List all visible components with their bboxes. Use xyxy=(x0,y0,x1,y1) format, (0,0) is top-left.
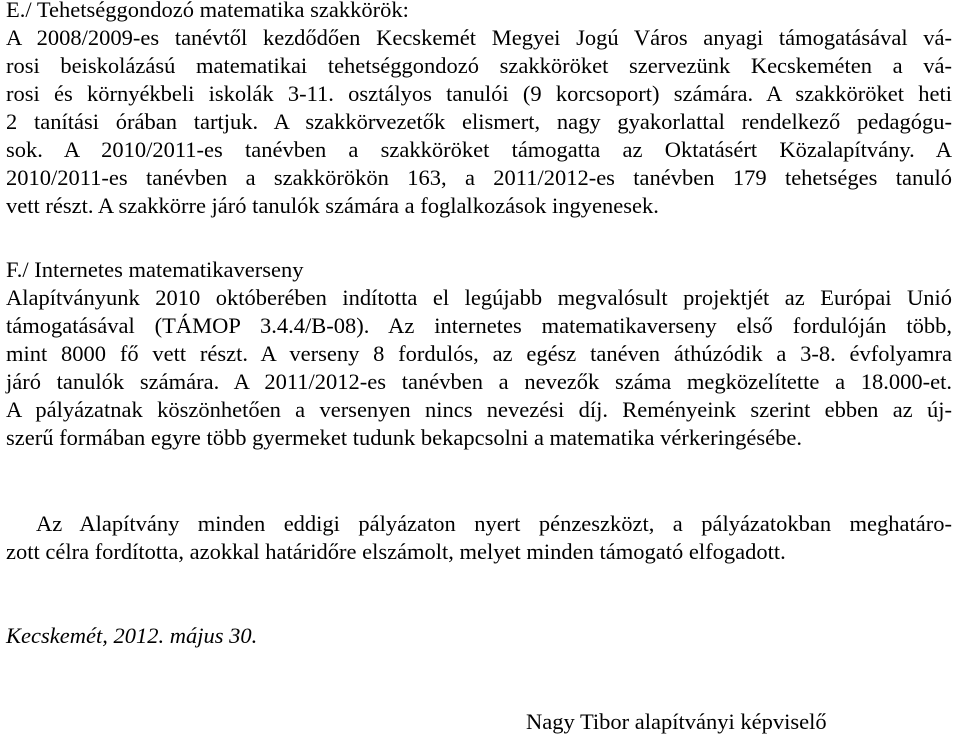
section-e-heading: E./ Tehetséggondozó matematika szakkörök: xyxy=(6,0,409,22)
closing-line-1: Az Alapítvány minden eddigi pályázaton nyert pénzeszközt, a pályázatokban meghatáro- xyxy=(36,511,952,536)
section-e-line-3: rosi és környékbeli iskolák 3-11. osztályos tanulói (9 korcsoport) számára. A szakköröket heti xyxy=(6,81,952,106)
closing-line-2: zott célra fordította, azokkal határidőre elszámolt, melyet minden támogató elfogadott. xyxy=(6,539,786,564)
section-f-line-6: szerű formában egyre több gyermeket tudunk bekapcsolni a matematika vérkeringésébe. xyxy=(6,425,802,450)
section-e-line-7: vett részt. A szakkörre járó tanulók számára a foglalkozások ingyenesek. xyxy=(6,193,659,218)
section-f-line-5: A pályázatnak köszönhetően a versenyen nincs nevezési díj. Reményeink szerint ebben az új- xyxy=(6,397,952,422)
section-f-line-2: támogatásával (TÁMOP 3.4.4/B-08). Az internetes matematikaverseny első fordulóján több, xyxy=(6,313,952,338)
place-date: Kecskemét, 2012. május 30. xyxy=(6,623,258,648)
section-e-line-6: 2010/2011-es tanévben a szakkörökön 163, a 2011/2012-es tanévben 179 tehetséges tanuló xyxy=(6,165,952,190)
section-e-line-5: sok. A 2010/2011-es tanévben a szakköröket támogatta az Oktatásért Közalapítvány. A xyxy=(6,137,952,162)
section-e-line-4: 2 tanítási órában tartjuk. A szakkörvezetők elismert, nagy gyakorlattal rendelkező pedagógu- xyxy=(6,109,952,134)
section-e-line-2: rosi beiskolázású matematikai tehetséggondozó szakköröket szervezünk Kecskeméten a vá- xyxy=(6,53,952,78)
section-f-line-1: Alapítványunk 2010 októberében indította el legújabb megvalósult projektjét az Európai Unió xyxy=(6,285,952,310)
section-f-line-3: mint 8000 fő vett részt. A verseny 8 fordulós, az egész tanéven áthúzódik a 3-8. évfolyamra xyxy=(6,341,952,366)
signature: Nagy Tibor alapítványi képviselő xyxy=(526,709,827,734)
section-f-line-4: járó tanulók számára. A 2011/2012-es tanévben a nevezők száma megközelítette a 18.000-et. xyxy=(6,369,952,394)
section-f-heading: F./ Internetes matematikaverseny xyxy=(6,257,304,282)
section-e-line-1: A 2008/2009-es tanévtől kezdődően Kecskemét Megyei Jogú Város anyagi támogatásával vá- xyxy=(6,25,952,50)
